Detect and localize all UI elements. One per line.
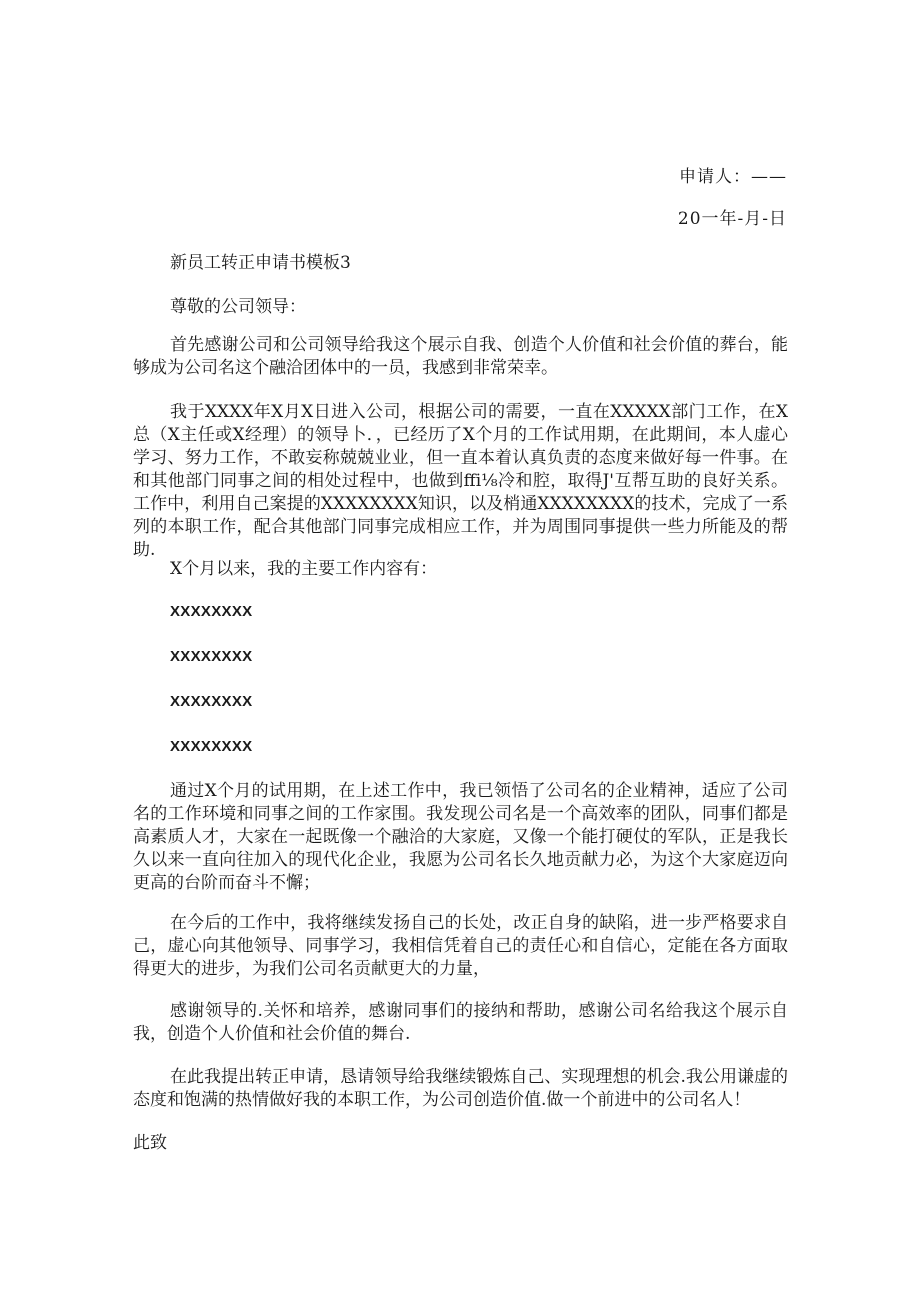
- work-item: XXXXXXXX: [170, 738, 253, 755]
- date-line: 20一年-月-日: [677, 209, 787, 229]
- closing: 此致: [133, 1133, 167, 1153]
- document-title: 新员工转正申请书模板3: [170, 253, 351, 273]
- paragraph-intro: 首先感谢公司和公司领导给我这个展示自我、创造个人价值和社会价值的葬台，能够成为公司名这个融洽团体中的一员，我感到非常荣幸。: [133, 335, 788, 378]
- paragraph-experience: 我于XXXX年X月X日进入公司，根据公司的需要，一直在XXXXX部门工作，在X总（X主任或X经理）的领导卜．，已经历了X个月的工作试用期，在此期间，本人虚心学习、努力工作，不敢妄称兢兢业业，但一直本着认真负责的态度来做好每一件事。在和其他部门同事之间的相处过程中，也做到ffi⅛冷和腔，取得J'互帮互助的良好关系。工作中，利用自己案提的XXXXXXXX知识，以及梢通XXXXXXXX的技术，完成了一系列的本职工作，配合其他部门同事完成相应工作，并为周围同事提供一些力所能及的帮助.: [133, 402, 788, 560]
- paragraph-reflection: 通过X个月的试用期，在上述工作中，我已领悟了公司名的企业精神，适应了公司名的工作环境和同事之间的工作家围。我发现公司名是一个高效率的团队，同事们都是高素质人才，大家在一起既像一个融洽的大家庭，又像一个能打硬仗的军队，正是我长久以来一直向往加入的现代化企业，我愿为公司名长久地贡献力必，为这个大家庭迈向更高的台阶而奋斗不懈；: [133, 781, 788, 893]
- paragraph-future: 在今后的工作中，我将继续发扬自己的长处，改正自身的缺陷，进一步严格要求自己，虚心向其他领导、同事学习，我相信凭着自己的责任心和自信心，定能在各方面取得更大的进步，为我们公司名贡献更大的力量，: [133, 913, 788, 979]
- paragraph-thanks: 感谢领导的.关怀和培养，感谢同事们的接纳和帮助，感谢公司名给我这个展示自我，创造个人价值和社会价值的舞台.: [133, 1001, 788, 1044]
- applicant-line: 申请人：——: [679, 167, 787, 187]
- work-item: XXXXXXXX: [170, 648, 253, 665]
- paragraph-work-intro: X个月以来，我的主要工作内容有：: [170, 559, 438, 579]
- paragraph-request: 在此我提出转正申请，恳请领导给我继续锻炼自己、实现理想的机会.我公用谦虚的态度和饱满的热情做好我的本职工作，为公司创造价值.做一个前进中的公司名人！: [133, 1067, 788, 1110]
- work-item: XXXXXXXX: [170, 603, 253, 620]
- salutation: 尊敬的公司领导：: [170, 297, 306, 317]
- work-item: XXXXXXXX: [170, 693, 253, 710]
